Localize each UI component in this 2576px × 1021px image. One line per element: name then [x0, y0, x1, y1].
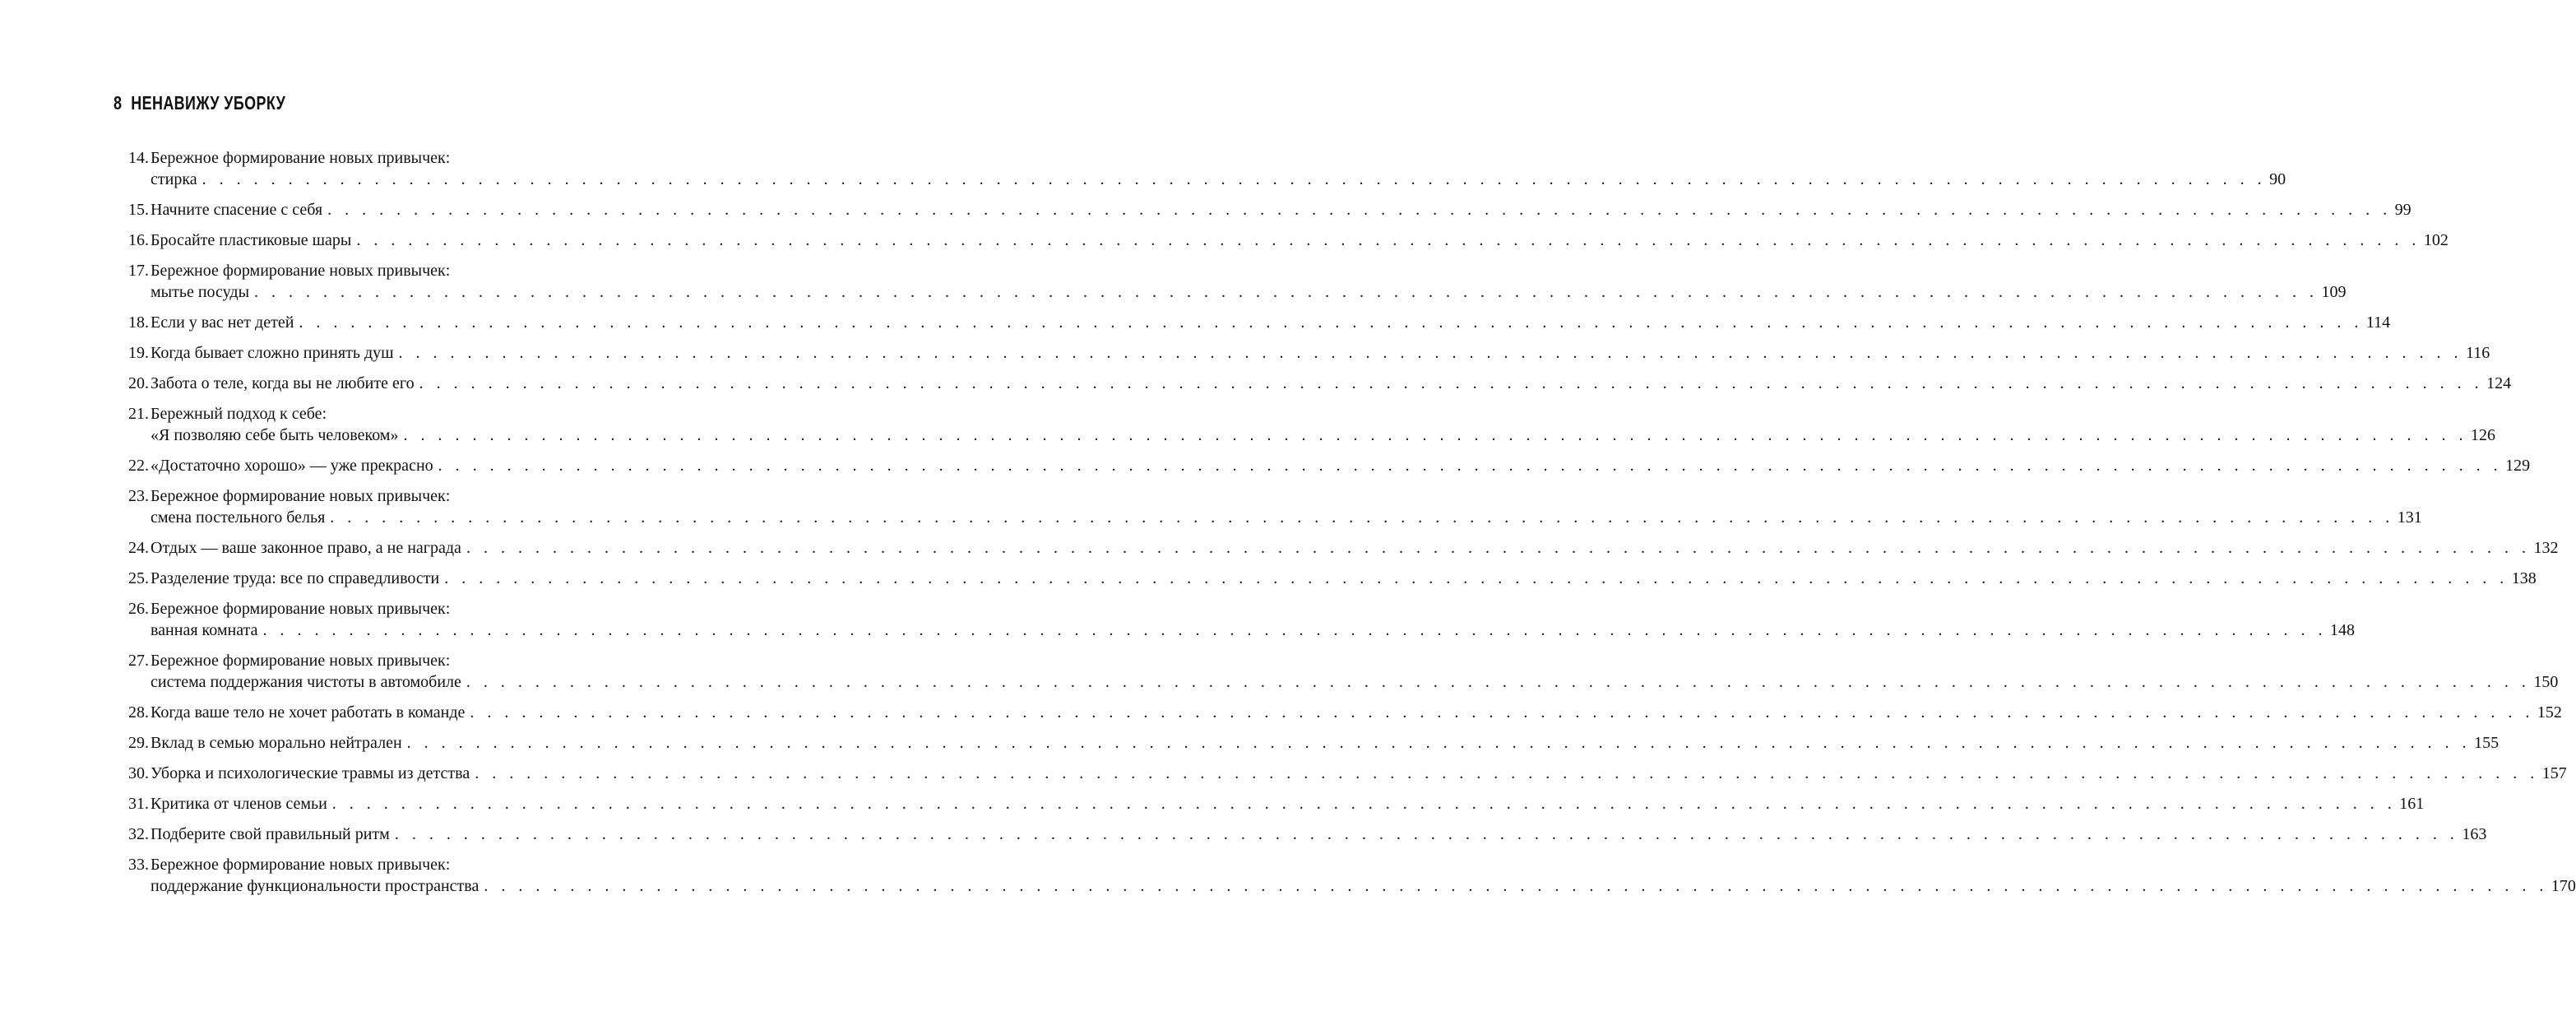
toc-entry [119, 147, 2286, 190]
toc-entry-number: 14. [128, 149, 149, 167]
toc-entry-line [119, 260, 588, 281]
toc-entry-title: поддержание функциональности пространства [151, 877, 480, 895]
toc-entry-page: 116 [2466, 344, 2490, 362]
toc-entry-page: 152 [2537, 703, 2562, 722]
toc-entry [119, 342, 2490, 364]
dot-leader: . . . . . . . . . . . . . . . . . . . . . . . . . . . . . . . . . . . . . . . . . . . . . . . . . . . . . . . . . . . . . . . . . . . . . . . . . . . . . . . . . . . . . . . . . . . . . . . . . . . . . . . . . . . . . . . . . . . . . . . . [484, 877, 2548, 895]
toc-entry-page: 109 [2321, 283, 2347, 301]
toc-entry [119, 763, 2567, 784]
dot-leader: . . . . . . . . . . . . . . . . . . . . . . . . . . . . . . . . . . . . . . . . . . . . . . . . . . . . . . . . . . . . . . . . . . . . . . . . . . . . . . . . . . . . . . . . . . . . . . . . . . . . . . . . . . . . . . . . . . . . . . . . [444, 569, 2509, 587]
toc-entry-title: Бережный подход к себе: [151, 405, 327, 423]
toc-entry-line [119, 403, 588, 425]
running-title: НЕНАВИЖУ УБОРКУ [131, 92, 286, 114]
dot-leader: . . . . . . . . . . . . . . . . . . . . . . . . . . . . . . . . . . . . . . . . . . . . . . . . . . . . . . . . . . . . . . . . . . . . . . . . . . . . . . . . . . . . . . . . . . . . . . . . . . . . . . . . . . . . . . . . . . . . . . . . [398, 344, 2463, 362]
dot-leader: . . . . . . . . . . . . . . . . . . . . . . . . . . . . . . . . . . . . . . . . . . . . . . . . . . . . . . . . . . . . . . . . . . . . . . . . . . . . . . . . . . . . . . . . . . . . . . . . . . . . . . . . . . . . . . . . . . . . . . . . [202, 170, 2267, 188]
toc-entry-page: 138 [2511, 569, 2537, 587]
toc-entry-line [119, 281, 2347, 303]
toc-entry-line [119, 169, 2286, 190]
toc-entry-page: 150 [2533, 673, 2559, 691]
toc-entry-line [119, 230, 2449, 251]
dot-leader: . . . . . . . . . . . . . . . . . . . . . . . . . . . . . . . . . . . . . . . . . . . . . . . . . . . . . . . . . . . . . . . . . . . . . . . . . . . . . . . . . . . . . . . . . . . . . . . . . . . . . . . . . . . . . . . . . . . . . . . . [438, 457, 2503, 475]
toc-entry-title: Подберите свой правильный ритм [151, 825, 390, 843]
toc-entry-number: 29. [128, 734, 149, 752]
toc-entry-title: Вклад в семью морально нейтрален [151, 734, 402, 752]
toc-entry-title: Бережное формирование новых привычек: [151, 149, 451, 167]
toc-entry-page: 126 [2470, 426, 2495, 444]
toc-entry-number: 19. [128, 344, 149, 362]
toc-entry-number: 20. [128, 374, 149, 392]
toc-entry-page: 102 [2423, 231, 2449, 249]
toc-entry-title: Бережное формирование новых привычек: [151, 856, 451, 874]
toc-entry-title: Бережное формирование новых привычек: [151, 600, 451, 618]
toc-entry-line [119, 312, 2391, 333]
toc-entry-number: 16. [128, 231, 149, 249]
toc-entry-page: 132 [2533, 539, 2559, 557]
toc-entry-number: 22. [128, 457, 149, 475]
dot-leader: . . . . . . . . . . . . . . . . . . . . . . . . . . . . . . . . . . . . . . . . . . . . . . . . . . . . . . . . . . . . . . . . . . . . . . . . . . . . . . . . . . . . . . . . . . . . . . . . . . . . . . . . . . . . . . . . . . . . . . . . [299, 313, 2363, 332]
toc-entry-line [119, 485, 588, 507]
toc-entry-number: 24. [128, 539, 149, 557]
toc-entry-title: Бросайте пластиковые шары [151, 231, 352, 249]
toc-entry-title: Если у вас нет детей [151, 313, 294, 332]
toc-entry-line [119, 620, 2355, 641]
toc-entry-number: 26. [128, 600, 149, 618]
toc-entry-line [119, 425, 2495, 446]
toc-entry-title: смена постельного белья [151, 508, 326, 527]
toc-entry-title: Когда бывает сложно принять душ [151, 344, 394, 362]
toc-entry-page: 148 [2329, 621, 2355, 639]
toc-entry-line [119, 342, 2490, 364]
toc-entry-line [119, 763, 2567, 784]
dot-leader: . . . . . . . . . . . . . . . . . . . . . . . . . . . . . . . . . . . . . . . . . . . . . . . . . . . . . . . . . . . . . . . . . . . . . . . . . . . . . . . . . . . . . . . . . . . . . . . . . . . . . . . . . . . . . . . . . . . . . . . . [394, 825, 2459, 843]
toc-entry-title: ванная комната [151, 621, 258, 639]
toc-entry-number: 25. [128, 569, 149, 587]
toc-entry-line [119, 875, 2576, 897]
toc-entry-page: 155 [2474, 734, 2500, 752]
toc-entry [119, 373, 2512, 394]
toc-entry-number: 32. [128, 825, 149, 843]
toc-entry-page: 99 [2394, 201, 2412, 219]
toc-entry-number: 28. [128, 703, 149, 722]
toc-entry-number: 15. [128, 201, 149, 219]
toc-entry-page: 124 [2486, 374, 2512, 392]
toc-entry-title: Отдых — ваше законное право, а не награда [151, 539, 461, 557]
toc-entry-number: 21. [128, 405, 149, 423]
toc-entry-number: 27. [128, 652, 149, 670]
toc-entry-title: стирка [151, 170, 197, 188]
toc-entry [119, 793, 2425, 814]
toc-entry-page: 161 [2399, 795, 2425, 813]
toc-entry-line [119, 671, 2559, 693]
toc-entry-title: система поддержания чистоты в автомобиле [151, 673, 461, 691]
toc-entry-title: Уборка и психологические травмы из детства [151, 764, 470, 782]
dot-leader: . . . . . . . . . . . . . . . . . . . . . . . . . . . . . . . . . . . . . . . . . . . . . . . . . . . . . . . . . . . . . . . . . . . . . . . . . . . . . . . . . . . . . . . . . . . . . . . . . . . . . . . . . . . . . . . . . . . . . . . . [262, 621, 2327, 639]
toc-entry-number: 31. [128, 795, 149, 813]
toc-entry-number: 33. [128, 856, 149, 874]
toc-entry-title: Начните спасение с себя [151, 201, 323, 219]
page-number: 8 [114, 92, 123, 114]
dot-leader: . . . . . . . . . . . . . . . . . . . . . . . . . . . . . . . . . . . . . . . . . . . . . . . . . . . . . . . . . . . . . . . . . . . . . . . . . . . . . . . . . . . . . . . . . . . . . . . . . . . . . . . . . . . . . . . . . . . . . . . . [406, 734, 2472, 752]
toc-entry [119, 650, 2559, 693]
toc-entry-number: 18. [128, 313, 149, 332]
toc-entry [119, 230, 2449, 251]
toc-entry-title: «Я позволяю себе быть человеком» [151, 426, 399, 444]
toc-entry [119, 312, 2391, 333]
toc-entry-number: 23. [128, 487, 149, 505]
dot-leader: . . . . . . . . . . . . . . . . . . . . . . . . . . . . . . . . . . . . . . . . . . . . . . . . . . . . . . . . . . . . . . . . . . . . . . . . . . . . . . . . . . . . . . . . . . . . . . . . . . . . . . . . . . . . . . . . . . . . . . . . [466, 539, 2531, 557]
toc-entry-number: 30. [128, 764, 149, 782]
toc-entry-number: 17. [128, 262, 149, 280]
toc-entry-line [119, 568, 2537, 589]
dot-leader: . . . . . . . . . . . . . . . . . . . . . . . . . . . . . . . . . . . . . . . . . . . . . . . . . . . . . . . . . . . . . . . . . . . . . . . . . . . . . . . . . . . . . . . . . . . . . . . . . . . . . . . . . . . . . . . . . . . . . . . . [331, 795, 2397, 813]
toc-entry [119, 455, 2531, 476]
toc-entry [119, 824, 2487, 845]
toc-entry-line [119, 793, 2425, 814]
toc-entry-title: Бережное формирование новых привычек: [151, 652, 451, 670]
dot-leader: . . . . . . . . . . . . . . . . . . . . . . . . . . . . . . . . . . . . . . . . . . . . . . . . . . . . . . . . . . . . . . . . . . . . . . . . . . . . . . . . . . . . . . . . . . . . . . . . . . . . . . . . . . . . . . . . . . . . . . . . [327, 201, 2392, 219]
toc-entry-title: мытье посуды [151, 283, 249, 301]
toc-entry-line [119, 373, 2512, 394]
toc-entry [119, 199, 2412, 220]
toc-entry-line [119, 854, 588, 875]
toc-entry-line [119, 702, 2562, 723]
running-header [114, 92, 285, 114]
toc-entry-title: Бережное формирование новых привычек: [151, 262, 451, 280]
toc-entry [119, 732, 2500, 754]
toc-entry-page: 163 [2462, 825, 2487, 843]
toc-entry-title: «Достаточно хорошо» — уже прекрасно [151, 457, 433, 475]
dot-leader: . . . . . . . . . . . . . . . . . . . . . . . . . . . . . . . . . . . . . . . . . . . . . . . . . . . . . . . . . . . . . . . . . . . . . . . . . . . . . . . . . . . . . . . . . . . . . . . . . . . . . . . . . . . . . . . . . . . . . . . . [475, 764, 2539, 782]
dot-leader: . . . . . . . . . . . . . . . . . . . . . . . . . . . . . . . . . . . . . . . . . . . . . . . . . . . . . . . . . . . . . . . . . . . . . . . . . . . . . . . . . . . . . . . . . . . . . . . . . . . . . . . . . . . . . . . . . . . . . . . . [403, 426, 2467, 444]
toc-entry [119, 702, 2562, 723]
toc-entry [119, 485, 2422, 528]
dot-leader: . . . . . . . . . . . . . . . . . . . . . . . . . . . . . . . . . . . . . . . . . . . . . . . . . . . . . . . . . . . . . . . . . . . . . . . . . . . . . . . . . . . . . . . . . . . . . . . . . . . . . . . . . . . . . . . . . . . . . . . . [356, 231, 2421, 249]
dot-leader: . . . . . . . . . . . . . . . . . . . . . . . . . . . . . . . . . . . . . . . . . . . . . . . . . . . . . . . . . . . . . . . . . . . . . . . . . . . . . . . . . . . . . . . . . . . . . . . . . . . . . . . . . . . . . . . . . . . . . . . . [470, 703, 2534, 722]
toc-entry-title: Когда ваше тело не хочет работать в команде [151, 703, 466, 722]
toc-entry-line [119, 824, 2487, 845]
toc-entry-page: 157 [2541, 764, 2567, 782]
toc-entry [119, 598, 2355, 641]
toc-entry-page: 114 [2365, 313, 2391, 332]
dot-leader: . . . . . . . . . . . . . . . . . . . . . . . . . . . . . . . . . . . . . . . . . . . . . . . . . . . . . . . . . . . . . . . . . . . . . . . . . . . . . . . . . . . . . . . . . . . . . . . . . . . . . . . . . . . . . . . . . . . . . . . . [466, 673, 2531, 691]
toc-entry [119, 403, 2495, 446]
toc-entry-line [119, 455, 2531, 476]
toc-entry [119, 260, 2347, 303]
toc-entry-page: 170 [2551, 877, 2576, 895]
toc-entry-title: Критика от членов семьи [151, 795, 327, 813]
toc-entry-line [119, 147, 588, 169]
toc-entry [119, 854, 2576, 897]
toc-entry-line [119, 199, 2412, 220]
toc-entry-page: 129 [2505, 457, 2531, 475]
toc-entry-line [119, 598, 588, 620]
dot-leader: . . . . . . . . . . . . . . . . . . . . . . . . . . . . . . . . . . . . . . . . . . . . . . . . . . . . . . . . . . . . . . . . . . . . . . . . . . . . . . . . . . . . . . . . . . . . . . . . . . . . . . . . . . . . . . . . . . . . . . . . [330, 508, 2394, 527]
dot-leader: . . . . . . . . . . . . . . . . . . . . . . . . . . . . . . . . . . . . . . . . . . . . . . . . . . . . . . . . . . . . . . . . . . . . . . . . . . . . . . . . . . . . . . . . . . . . . . . . . . . . . . . . . . . . . . . . . . . . . . . . [254, 283, 2319, 301]
toc-entry-page: 131 [2397, 508, 2422, 527]
toc-entry-page: 90 [2269, 170, 2286, 188]
toc-entry-line [119, 650, 588, 671]
toc-entry-title: Разделение труда: все по справедливости [151, 569, 440, 587]
toc-entry-line [119, 537, 2559, 559]
toc-entry [119, 568, 2537, 589]
toc-entry [119, 537, 2559, 559]
toc-entry-line [119, 507, 2422, 528]
toc-entry-line [119, 732, 2500, 754]
toc-entry-title: Забота о теле, когда вы не любите его [151, 374, 415, 392]
toc-entry-title: Бережное формирование новых привычек: [151, 487, 451, 505]
dot-leader: . . . . . . . . . . . . . . . . . . . . . . . . . . . . . . . . . . . . . . . . . . . . . . . . . . . . . . . . . . . . . . . . . . . . . . . . . . . . . . . . . . . . . . . . . . . . . . . . . . . . . . . . . . . . . . . . . . . . . . . . [419, 374, 2484, 392]
